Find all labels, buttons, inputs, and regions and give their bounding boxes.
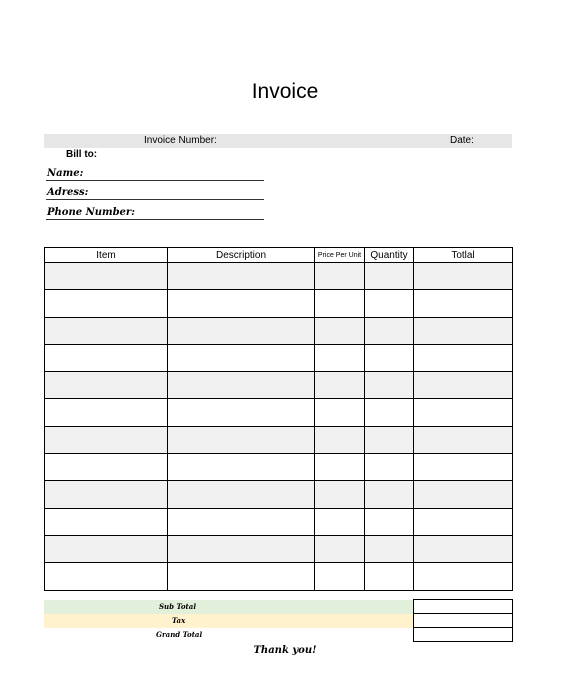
price-per-unit-cell[interactable] [315,481,365,508]
thank-you-note: Thank you! [253,645,317,656]
quantity-cell[interactable] [365,372,414,399]
quantity-cell[interactable] [365,290,414,317]
total-cell[interactable] [414,399,513,426]
address-label: Adress: [47,187,89,198]
subtotal-value-cell[interactable] [413,600,512,614]
table-row [45,481,513,508]
table-row [45,454,513,481]
grand-total-label: Grand Total [156,630,203,639]
item-cell[interactable] [45,372,168,399]
item-cell[interactable] [45,399,168,426]
table-row [45,399,513,426]
table-row [45,426,513,453]
date-label: Date: [450,135,474,146]
column-header-quantity: Quantity [365,248,414,263]
total-cell[interactable] [414,372,513,399]
column-header-item: Item [45,248,168,263]
price-per-unit-cell[interactable] [315,317,365,344]
subtotal-label: Sub Total [159,602,196,611]
item-cell[interactable] [45,426,168,453]
price-per-unit-cell[interactable] [315,344,365,371]
quantity-cell[interactable] [365,563,414,590]
price-per-unit-cell[interactable] [315,426,365,453]
table-row [45,508,513,535]
subtotal-label-cell [44,600,413,614]
items-body [45,263,513,591]
table-row [45,535,513,562]
item-cell[interactable] [45,344,168,371]
tax-label: Tax [172,616,186,625]
price-per-unit-cell[interactable] [315,290,365,317]
total-cell[interactable] [414,481,513,508]
phone-field[interactable] [46,202,264,220]
price-per-unit-cell[interactable] [315,399,365,426]
description-cell[interactable] [168,372,315,399]
column-header-total: Totlal [414,248,513,263]
item-cell[interactable] [45,454,168,481]
total-cell[interactable] [414,563,513,590]
description-cell[interactable] [168,481,315,508]
description-cell[interactable] [168,535,315,562]
grand-total-label-cell [44,628,413,642]
price-per-unit-cell[interactable] [315,535,365,562]
total-cell[interactable] [414,317,513,344]
item-cell[interactable] [45,535,168,562]
table-row [45,563,513,590]
item-cell[interactable] [45,563,168,590]
item-cell[interactable] [45,263,168,290]
quantity-cell[interactable] [365,508,414,535]
total-cell[interactable] [414,344,513,371]
quantity-cell[interactable] [365,263,414,290]
grand-total-value-cell[interactable] [413,628,512,642]
table-row [45,372,513,399]
total-cell[interactable] [414,454,513,481]
invoice-meta-bar [44,134,512,148]
name-label: Name: [47,168,84,179]
table-row [45,263,513,290]
name-field[interactable] [46,163,264,181]
price-per-unit-cell[interactable] [315,263,365,290]
quantity-cell[interactable] [365,344,414,371]
invoice-title: Invoice [251,80,319,103]
description-cell[interactable] [168,563,315,590]
price-per-unit-cell[interactable] [315,563,365,590]
price-per-unit-cell[interactable] [315,508,365,535]
description-cell[interactable] [168,263,315,290]
quantity-cell[interactable] [365,426,414,453]
items-table [44,247,513,591]
total-cell[interactable] [414,426,513,453]
item-cell[interactable] [45,317,168,344]
quantity-cell[interactable] [365,399,414,426]
column-header-description: Description [168,248,315,263]
description-cell[interactable] [168,454,315,481]
total-cell[interactable] [414,290,513,317]
description-cell[interactable] [168,399,315,426]
item-cell[interactable] [45,508,168,535]
invoice-number-label: Invoice Number: [144,135,217,146]
total-cell[interactable] [414,508,513,535]
phone-label: Phone Number: [47,207,135,218]
item-cell[interactable] [45,290,168,317]
quantity-cell[interactable] [365,481,414,508]
address-field[interactable] [46,182,264,200]
totals-table [44,599,513,642]
tax-label-cell [44,614,413,628]
tax-value-cell[interactable] [413,614,512,628]
price-per-unit-cell[interactable] [315,372,365,399]
bill-to-heading: Bill to: [66,149,98,160]
table-row [45,290,513,317]
table-row [45,344,513,371]
description-cell[interactable] [168,290,315,317]
description-cell[interactable] [168,317,315,344]
price-per-unit-cell[interactable] [315,454,365,481]
quantity-cell[interactable] [365,317,414,344]
description-cell[interactable] [168,508,315,535]
total-cell[interactable] [414,263,513,290]
quantity-cell[interactable] [365,454,414,481]
quantity-cell[interactable] [365,535,414,562]
table-row [45,317,513,344]
items-header-row [45,248,513,263]
description-cell[interactable] [168,344,315,371]
item-cell[interactable] [45,481,168,508]
description-cell[interactable] [168,426,315,453]
total-cell[interactable] [414,535,513,562]
column-header-price-per-unit: Price Per Unit [315,248,365,263]
